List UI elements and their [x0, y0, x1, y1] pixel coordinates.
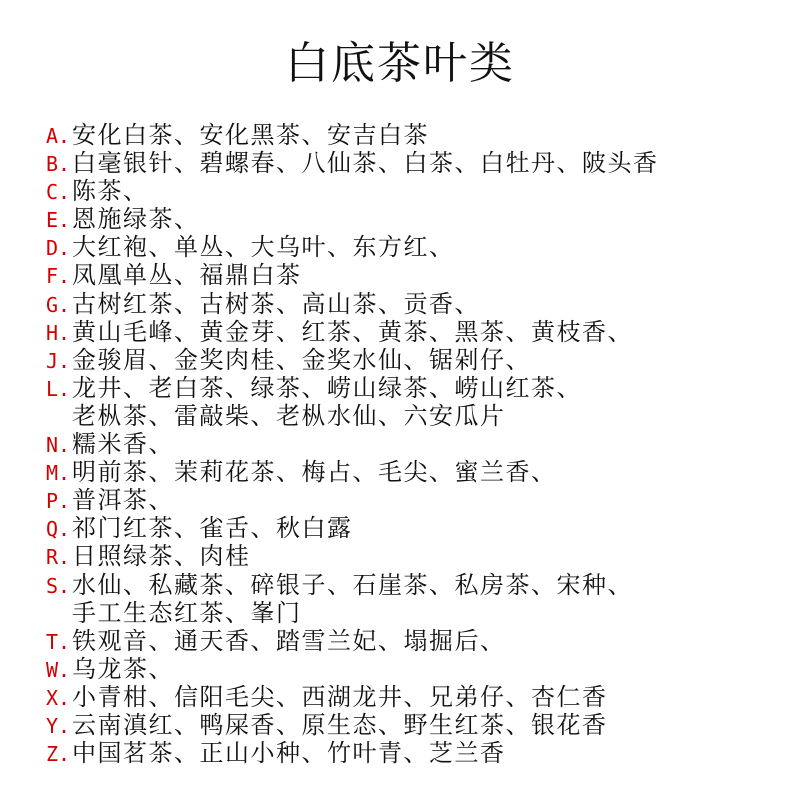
list-item-line — [46, 233, 786, 261]
tea-list — [46, 121, 786, 767]
index-letter: A. — [46, 124, 71, 148]
index-letter: N. — [46, 433, 71, 458]
list-item-line — [46, 627, 786, 655]
list-item — [46, 683, 786, 711]
list-item-line — [46, 346, 786, 374]
list-item-line — [46, 290, 786, 318]
index-letter: X. — [46, 685, 71, 710]
tea-names: 古树红茶、古树茶、高山茶、贡香、 — [72, 289, 480, 318]
tea-names: 龙井、老白茶、绿茶、崂山绿茶、崂山红茶、 — [72, 373, 582, 402]
tea-names: 乌龙茶、 — [72, 654, 174, 683]
index-letter: R. — [46, 545, 71, 570]
index-letter: E. — [46, 208, 71, 233]
index-letter: D. — [46, 236, 71, 261]
page-title: 白底茶叶类 — [285, 38, 515, 89]
list-item-line — [46, 261, 786, 289]
tea-names: 普洱茶、 — [72, 486, 174, 515]
tea-names: 糯米香、 — [72, 430, 174, 459]
index-letter: Q. — [46, 517, 71, 542]
index-letter: Z. — [46, 742, 71, 767]
index-letter: C. — [46, 180, 71, 205]
list-item — [46, 486, 786, 514]
list-item — [46, 627, 786, 655]
tea-names: 恩施绿茶、 — [72, 205, 200, 234]
tea-names: 祁门红茶、雀舌、秋白露 — [72, 514, 353, 543]
tea-names: 手工生态红茶、峯门 — [72, 598, 302, 627]
index-letter: T. — [46, 629, 71, 654]
index-letter: F. — [46, 264, 71, 289]
index-letter: P. — [46, 489, 71, 514]
tea-names: 水仙、私藏茶、碎银子、石崖茶、私房茶、宋种、 — [72, 570, 633, 599]
tea-names: 明前茶、茉莉花茶、梅占、毛尖、蜜兰香、 — [72, 458, 557, 487]
list-item — [46, 374, 786, 430]
list-item-line — [46, 374, 786, 402]
list-item-line — [46, 514, 786, 542]
tea-names: 大红袍、单丛、大乌叶、东方红、 — [72, 233, 455, 262]
tea-names: 日照绿茶、肉桂 — [72, 542, 251, 571]
tea-names: 凤凰单丛、福鼎白茶 — [72, 261, 302, 290]
index-letter: B. — [46, 152, 71, 177]
index-letter: S. — [46, 573, 71, 598]
list-item-line — [46, 430, 786, 458]
list-item — [46, 514, 786, 542]
list-item — [46, 571, 786, 627]
list-item — [46, 711, 786, 739]
list-item — [46, 542, 786, 570]
list-item-line — [46, 318, 786, 346]
list-item — [46, 739, 786, 767]
tea-names: 安化白茶、安化黑茶、安吉白茶 — [72, 121, 429, 149]
list-item-line — [46, 121, 786, 149]
list-item-line — [46, 655, 786, 683]
list-item-line — [46, 571, 786, 599]
list-item — [46, 121, 786, 149]
tea-names: 老枞茶、雷敲柴、老枞水仙、六安瓜片 — [72, 401, 506, 430]
list-item — [46, 233, 786, 261]
list-item-line — [46, 542, 786, 570]
list-item-line — [46, 205, 786, 233]
index-letter: Y. — [46, 713, 71, 738]
list-item-line — [46, 599, 786, 627]
list-item — [46, 261, 786, 289]
list-item — [46, 346, 786, 374]
tea-names: 陈茶、 — [72, 177, 149, 206]
tea-names: 小青柑、信阳毛尖、西湖龙井、兄弟仔、杏仁香 — [72, 682, 608, 711]
list-item — [46, 177, 786, 205]
index-letter: G. — [46, 292, 71, 317]
index-letter: J. — [46, 348, 71, 373]
index-letter: M. — [46, 461, 71, 486]
tea-names: 铁观音、通天香、踏雪兰妃、塌掘后、 — [72, 626, 506, 655]
list-item-line — [46, 711, 786, 739]
list-item-line — [46, 149, 786, 177]
list-item — [46, 205, 786, 233]
index-letter: W. — [46, 657, 71, 682]
tea-names: 白毫银针、碧螺春、八仙茶、白茶、白牡丹、陂头香 — [72, 149, 659, 178]
list-item — [46, 318, 786, 346]
list-item — [46, 149, 786, 177]
tea-names: 中国茗茶、正山小种、竹叶青、芝兰香 — [72, 739, 506, 768]
tea-names: 黄山毛峰、黄金芽、红茶、黄茶、黑茶、黄枝香、 — [72, 317, 633, 346]
list-item — [46, 430, 786, 458]
list-item-line — [46, 402, 786, 430]
list-item — [46, 655, 786, 683]
list-item-line — [46, 458, 786, 486]
list-item-line — [46, 486, 786, 514]
tea-names: 金骏眉、金奖肉桂、金奖水仙、锯剁仔、 — [72, 345, 531, 374]
list-item-line — [46, 683, 786, 711]
list-item-line — [46, 739, 786, 767]
list-item — [46, 290, 786, 318]
tea-names: 云南滇红、鸭屎香、原生态、野生红茶、银花香 — [72, 710, 608, 739]
list-item — [46, 458, 786, 486]
index-letter: H. — [46, 320, 71, 345]
list-item-line — [46, 177, 786, 205]
index-letter: L. — [46, 376, 71, 401]
